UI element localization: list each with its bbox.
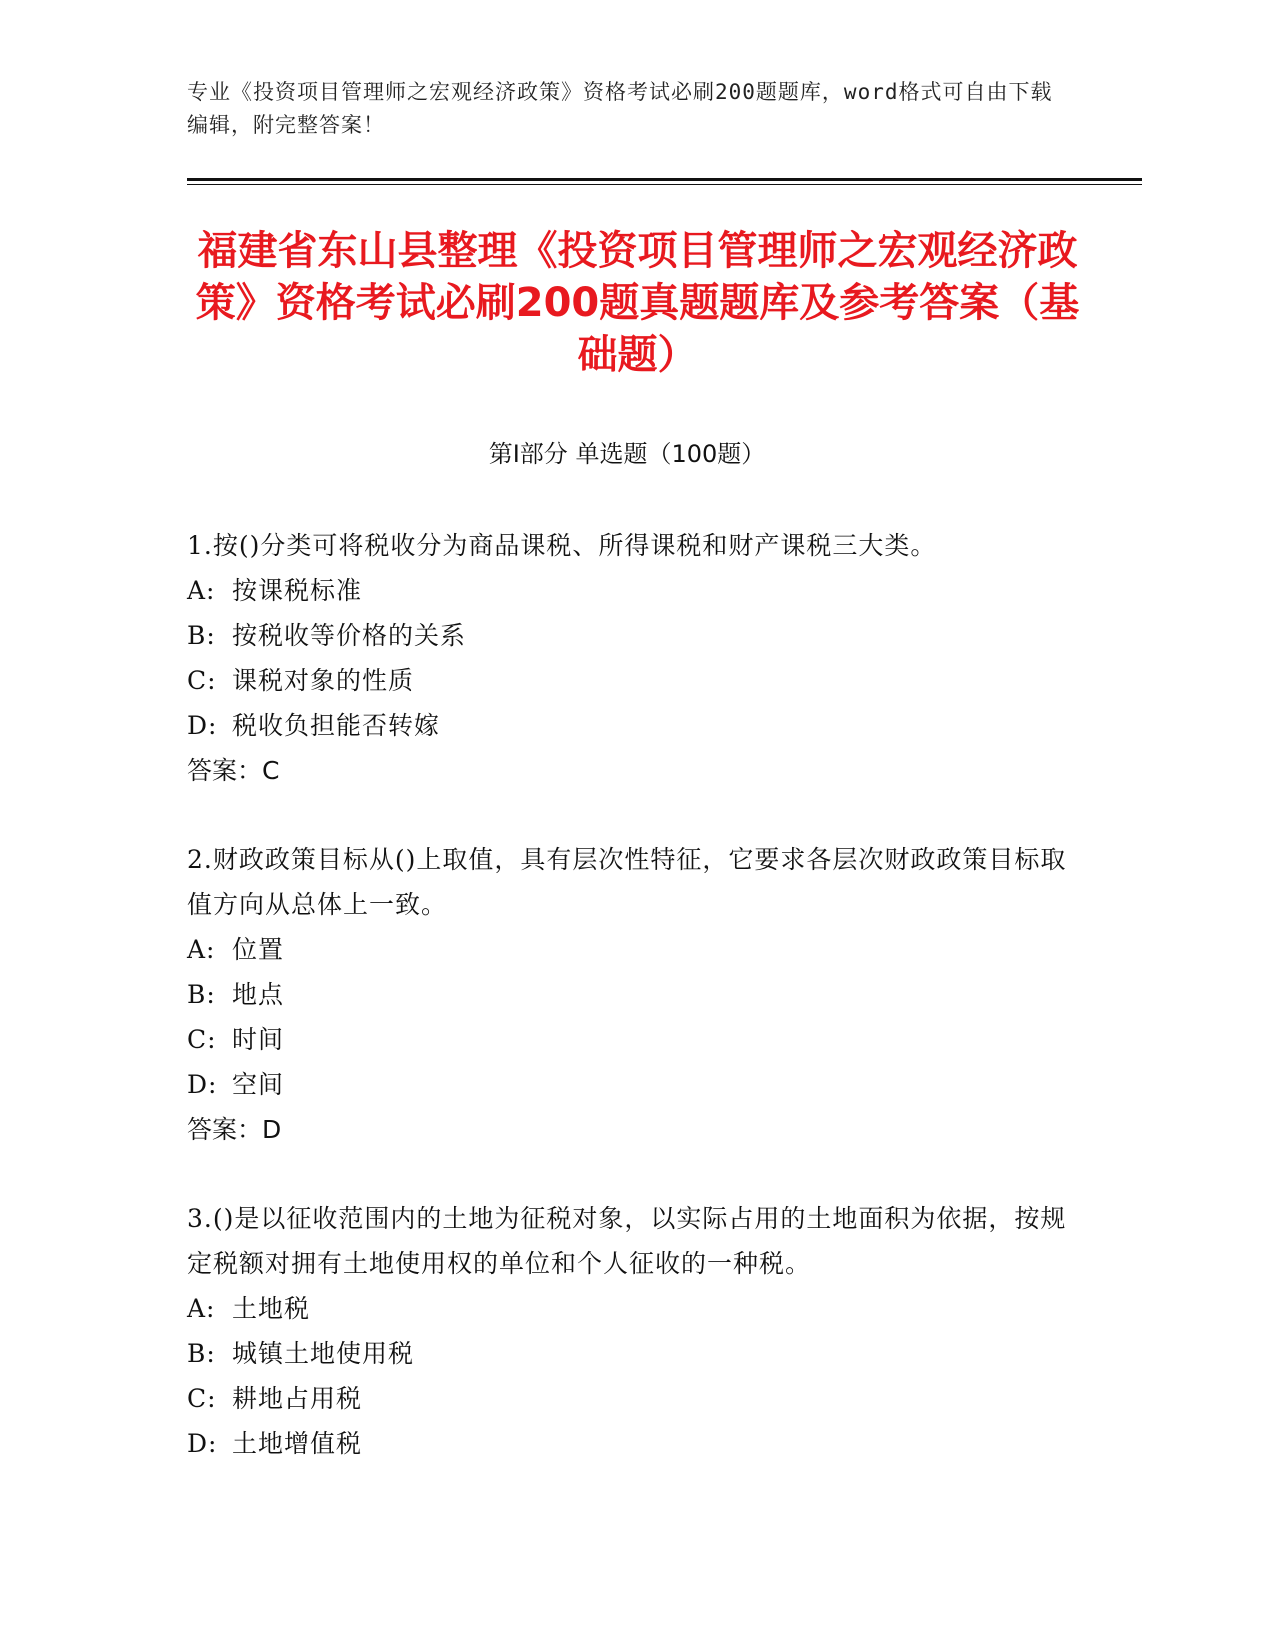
option-letter: A: xyxy=(187,935,216,964)
answer-option xyxy=(187,1421,1067,1466)
question-stem: 3.()是以征收范围内的土地为征税对象，以实际占用的土地面积为依据，按规定税额对拥有土地使用权的单位和个人征收的一种税。 xyxy=(187,1204,1067,1278)
answer-key: 答案：D xyxy=(187,1115,282,1144)
option-text: 空间 xyxy=(232,1070,285,1099)
header-divider-thick xyxy=(187,178,1142,181)
answer-option xyxy=(187,927,1067,972)
option-text: 按课税标准 xyxy=(232,576,363,605)
option-text: 时间 xyxy=(232,1025,285,1054)
option-letter: A: xyxy=(187,576,216,605)
document-title: 福建省东山县整理《投资项目管理师之宏观经济政策》资格考试必刷200题真题题库及参考答案（基础题） xyxy=(195,228,1080,378)
question-list xyxy=(187,523,1067,1510)
answer-option xyxy=(187,1286,1067,1331)
option-text: 税收负担能否转嫁 xyxy=(232,711,441,740)
answer-option xyxy=(187,1062,1067,1107)
option-letter: C: xyxy=(187,1025,217,1054)
option-text: 课税对象的性质 xyxy=(232,666,415,695)
option-text: 位置 xyxy=(232,935,285,964)
option-letter: C: xyxy=(187,666,217,695)
question-item xyxy=(187,837,1067,1152)
question-item xyxy=(187,523,1067,793)
option-letter: B: xyxy=(187,1339,216,1368)
answer-option xyxy=(187,568,1067,613)
answer-option xyxy=(187,972,1067,1017)
option-text: 城镇土地使用税 xyxy=(232,1339,415,1368)
option-text: 土地增值税 xyxy=(232,1429,363,1458)
answer-option xyxy=(187,1331,1067,1376)
question-stem: 2.财政政策目标从()上取值，具有层次性特征，它要求各层次财政政策目标取值方向从总体上一致。 xyxy=(187,845,1067,919)
option-text: 耕地占用税 xyxy=(232,1384,363,1413)
answer-option xyxy=(187,658,1067,703)
header-note: 专业《投资项目管理师之宏观经济政策》资格考试必刷200题题库，word格式可自由下载编辑，附完整答案！ xyxy=(187,80,1053,137)
answer-option xyxy=(187,1376,1067,1421)
option-letter: C: xyxy=(187,1384,217,1413)
option-text: 土地税 xyxy=(232,1294,311,1323)
option-letter: D: xyxy=(187,1070,218,1099)
option-letter: B: xyxy=(187,621,216,650)
option-text: 按税收等价格的关系 xyxy=(232,621,467,650)
option-letter: D: xyxy=(187,711,218,740)
option-letter: A: xyxy=(187,1294,216,1323)
answer-option xyxy=(187,1017,1067,1062)
question-stem: 1.按()分类可将税收分为商品课税、所得课税和财产课税三大类。 xyxy=(187,531,937,560)
question-item xyxy=(187,1196,1067,1466)
option-text: 地点 xyxy=(232,980,285,1009)
header-divider-thin xyxy=(187,184,1142,185)
option-letter: B: xyxy=(187,980,216,1009)
answer-option xyxy=(187,613,1067,658)
section-heading: 第Ⅰ部分 单选题（100题） xyxy=(488,440,766,468)
option-letter: D: xyxy=(187,1429,218,1458)
answer-key: 答案：C xyxy=(187,756,280,785)
answer-option xyxy=(187,703,1067,748)
